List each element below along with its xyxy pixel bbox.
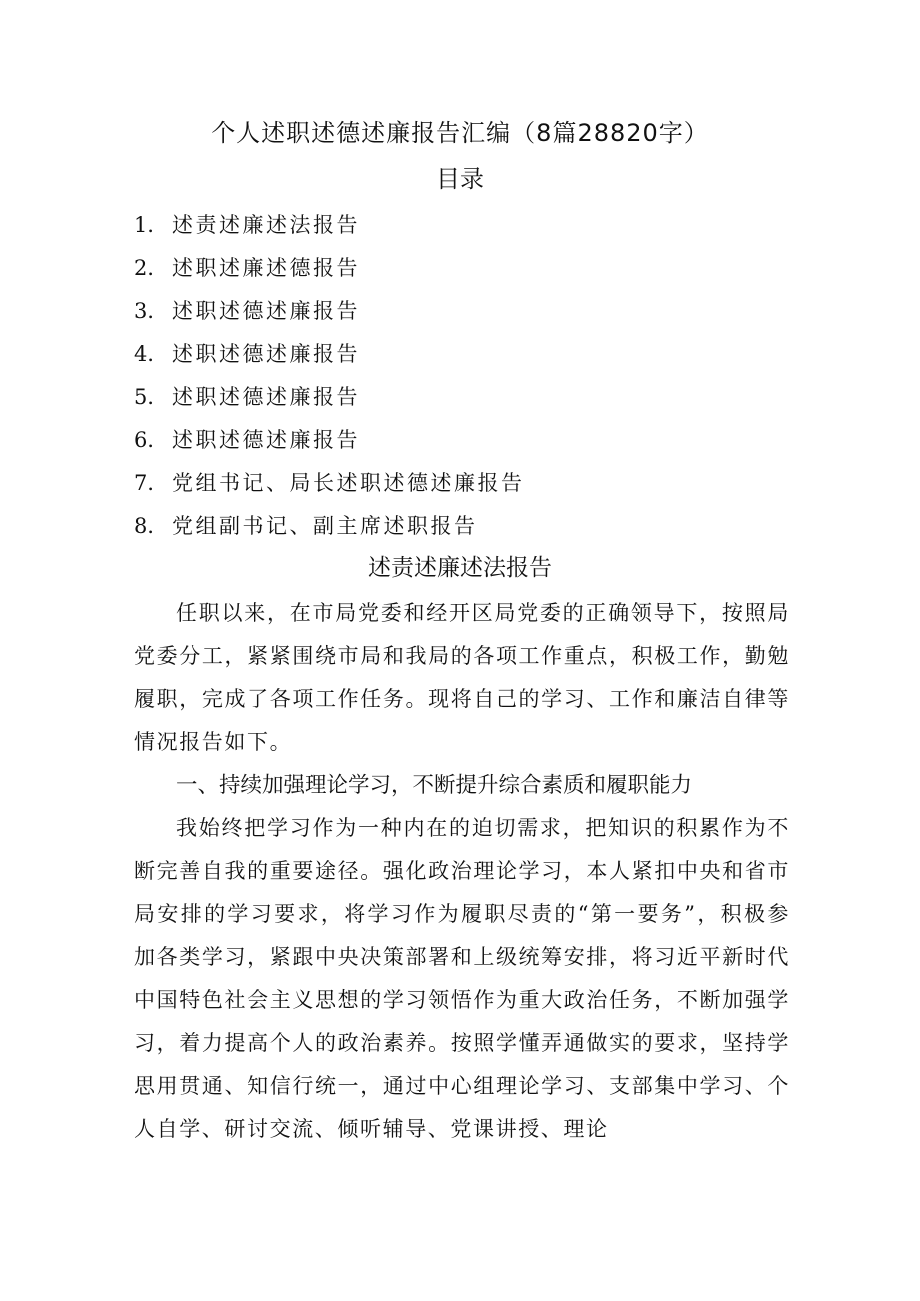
toc-item: [134, 462, 525, 505]
toc-item: [134, 204, 525, 247]
toc-item-number: 7．: [134, 471, 169, 495]
toc-item: [134, 247, 525, 290]
toc-item-text: 述职述德述廉报告: [172, 428, 360, 452]
toc-item-text: 述职述德述廉报告: [172, 299, 360, 323]
toc-item-text: 述职述德述廉报告: [172, 342, 360, 366]
toc-item-number: 2．: [134, 256, 169, 280]
toc-item-text: 述职述廉述德报告: [172, 256, 360, 280]
toc-item: [134, 333, 525, 376]
intro-paragraph: 任职以来，在市局党委和经开区局党委的正确领导下，按照局党委分工，紧紧围绕市局和我局的各项工作重点，积极工作，勤勉履职，完成了各项工作任务。现将自己的学习、工作和廉洁自律等情况报告如下。: [134, 601, 790, 754]
section-title: 述责述廉述法报告: [368, 555, 552, 581]
toc-item-text: 述职述德述廉报告: [172, 385, 360, 409]
toc-item: [134, 505, 525, 548]
toc-item-text: 党组副书记、副主席述职报告: [172, 514, 478, 538]
table-of-contents: [134, 204, 525, 548]
toc-item-number: 5．: [134, 385, 169, 409]
toc-item-number: 1．: [134, 213, 169, 237]
toc-item: [134, 290, 525, 333]
toc-item: [134, 376, 525, 419]
document-title: 个人述职述德述廉报告汇编（8篇28820字）: [211, 119, 709, 147]
toc-item-number: 8．: [134, 514, 169, 538]
toc-item: [134, 419, 525, 462]
toc-item-text: 述责述廉述法报告: [172, 213, 360, 237]
toc-heading: 目录: [436, 165, 484, 193]
body-paragraph: 我始终把学习作为一种内在的迫切需求，把知识的积累作为不断完善自我的重要途径。强化政治理论学习，本人紧扣中央和省市局安排的学习要求，将学习作为履职尽责的“第一要务”，积极参加各类学习，紧跟中央决策部署和上级统筹安排，将习近平新时代中国特色社会主义思想的学习领悟作为重大政治任务，不断加强学习，着力提高个人的政治素养。按照学懂弄通做实的要求，坚持学思用贯通、知信行统一，通过中心组理论学习、支部集中学习、个人自学、研讨交流、倾听辅导、党课讲授、理论: [134, 816, 790, 1141]
toc-item-number: 3．: [134, 299, 169, 323]
toc-item-number: 4．: [134, 342, 169, 366]
toc-item-number: 6．: [134, 428, 169, 452]
toc-item-text: 党组书记、局长述职述德述廉报告: [172, 471, 525, 495]
subheading: 一、持续加强理论学习，不断提升综合素质和履职能力: [176, 773, 693, 798]
